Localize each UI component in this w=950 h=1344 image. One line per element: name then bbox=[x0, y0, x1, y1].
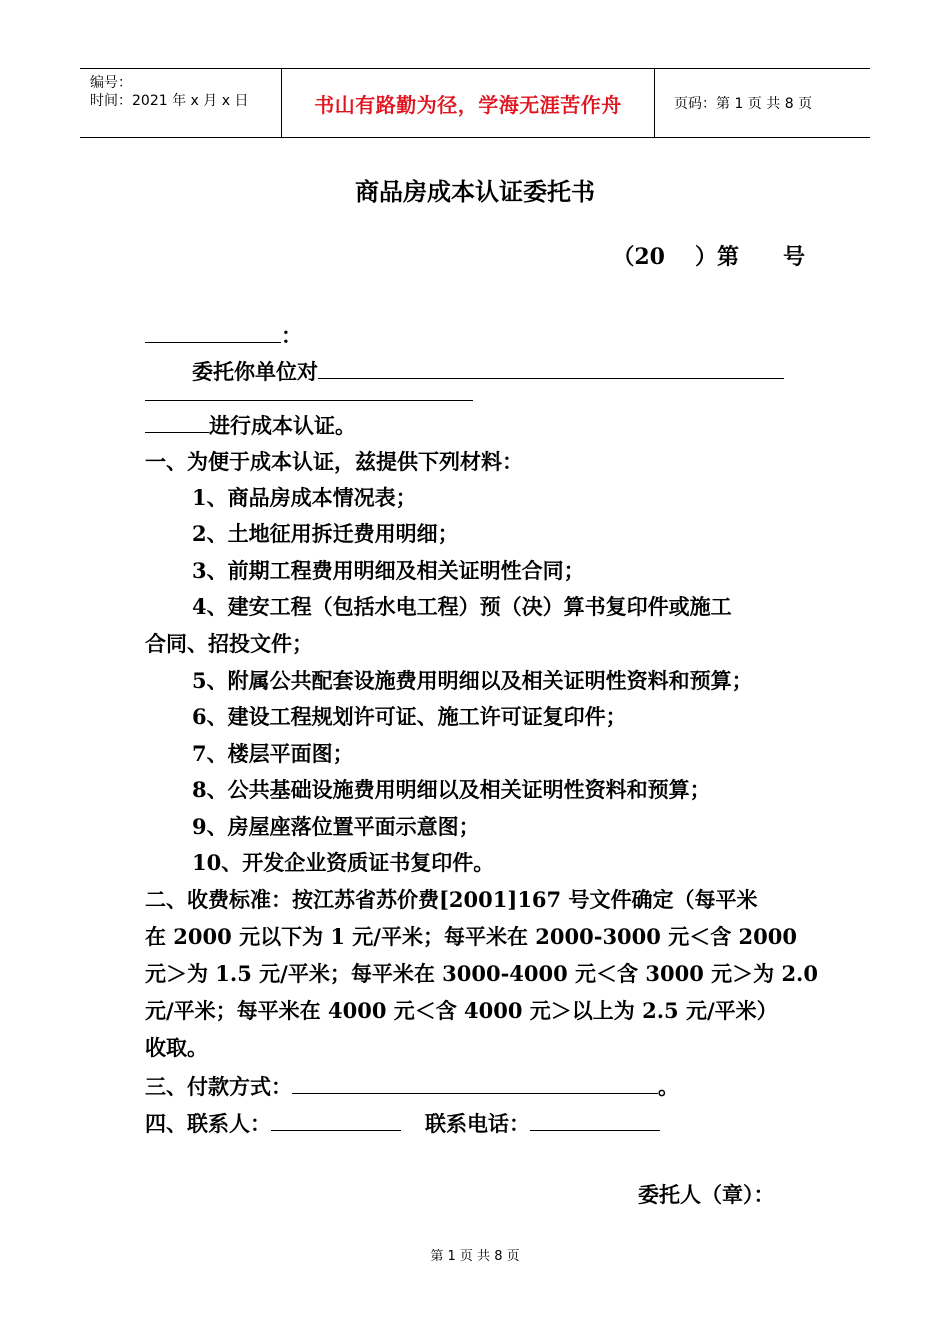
page-info-text: 页码：第 1 页 共 8 页 bbox=[674, 96, 813, 112]
intro-blank-3[interactable] bbox=[145, 410, 209, 433]
section3-line bbox=[145, 1071, 679, 1101]
docno-right: 号 bbox=[782, 244, 805, 270]
list-item: 1、商品房成本情况表； bbox=[192, 485, 417, 510]
header-motto: 书山有路勤为径，学海无涯苦作舟 bbox=[281, 69, 655, 137]
payment-label: 三、付款方式： bbox=[145, 1074, 292, 1099]
document-number bbox=[612, 240, 805, 271]
page-footer: 第 1 页 共 8 页 bbox=[430, 1249, 520, 1264]
addressee-blank[interactable] bbox=[145, 320, 281, 343]
section4-line bbox=[145, 1108, 660, 1138]
section2-line: 收取。 bbox=[145, 1035, 208, 1060]
list-item: 8、公共基础设施费用明细以及相关证明性资料和预算； bbox=[192, 777, 711, 802]
list-item: 9、房屋座落位置平面示意图； bbox=[192, 814, 480, 839]
header-meta bbox=[80, 69, 280, 137]
payment-end: 。 bbox=[658, 1074, 679, 1099]
list-item: 7、楼层平面图； bbox=[192, 741, 354, 766]
intro-blank-2[interactable] bbox=[145, 378, 473, 401]
document-title: 商品房成本认证委托书 bbox=[355, 177, 595, 206]
header-table bbox=[80, 68, 870, 138]
list-item: 2、土地征用拆迁费用明细； bbox=[192, 521, 459, 546]
intro-line-2 bbox=[145, 378, 473, 408]
number-label: 编号： bbox=[90, 75, 132, 91]
docno-mid: ）第 bbox=[694, 244, 739, 270]
signature-label: 委托人（章）： bbox=[638, 1182, 775, 1207]
section2-line: 在 2000 元以下为 1 元/平米；每平米在 2000-3000 元＜含 2000 bbox=[145, 924, 797, 949]
list-item: 合同、招投文件； bbox=[145, 631, 313, 656]
header-page-info bbox=[664, 69, 870, 137]
list-item: 4、建安工程（包括水电工程）预（决）算书复印件或施工 bbox=[192, 594, 732, 619]
payment-blank[interactable] bbox=[292, 1071, 658, 1094]
list-item: 3、前期工程费用明细及相关证明性合同； bbox=[192, 558, 585, 583]
docno-left: （20 bbox=[612, 244, 665, 270]
list-item: 6、建设工程规划许可证、施工许可证复印件； bbox=[192, 704, 627, 729]
intro-prefix: 委托你单位对 bbox=[192, 359, 318, 384]
section2-line: 元/平米；每平米在 4000 元＜含 4000 元＞以上为 2.5 元/平米） bbox=[145, 998, 778, 1023]
section1-heading: 一、为便于成本认证，兹提供下列材料： bbox=[145, 449, 523, 474]
time-label: 时间：2021 年 x 月 x 日 bbox=[90, 93, 249, 109]
section2-line: 元＞为 1.5 元/平米；每平米在 3000-4000 元＜含 3000 元＞为 2.0 bbox=[145, 961, 818, 986]
phone-label: 联系电话： bbox=[425, 1111, 530, 1136]
list-item: 5、附属公共配套设施费用明细以及相关证明性资料和预算； bbox=[192, 668, 753, 693]
contact-label: 四、联系人： bbox=[145, 1111, 271, 1136]
addressee-colon: ： bbox=[281, 323, 302, 348]
phone-blank[interactable] bbox=[530, 1108, 660, 1131]
section2-line: 二、收费标准：按江苏省苏价费[2001]167 号文件确定（每平米 bbox=[145, 887, 758, 912]
contact-blank[interactable] bbox=[271, 1108, 401, 1131]
addressee-line bbox=[145, 320, 302, 350]
list-item: 10、开发企业资质证书复印件。 bbox=[192, 850, 495, 875]
intro-blank-1[interactable] bbox=[318, 356, 784, 379]
intro-line-3 bbox=[145, 410, 356, 440]
intro-suffix: 进行成本认证。 bbox=[209, 413, 356, 438]
